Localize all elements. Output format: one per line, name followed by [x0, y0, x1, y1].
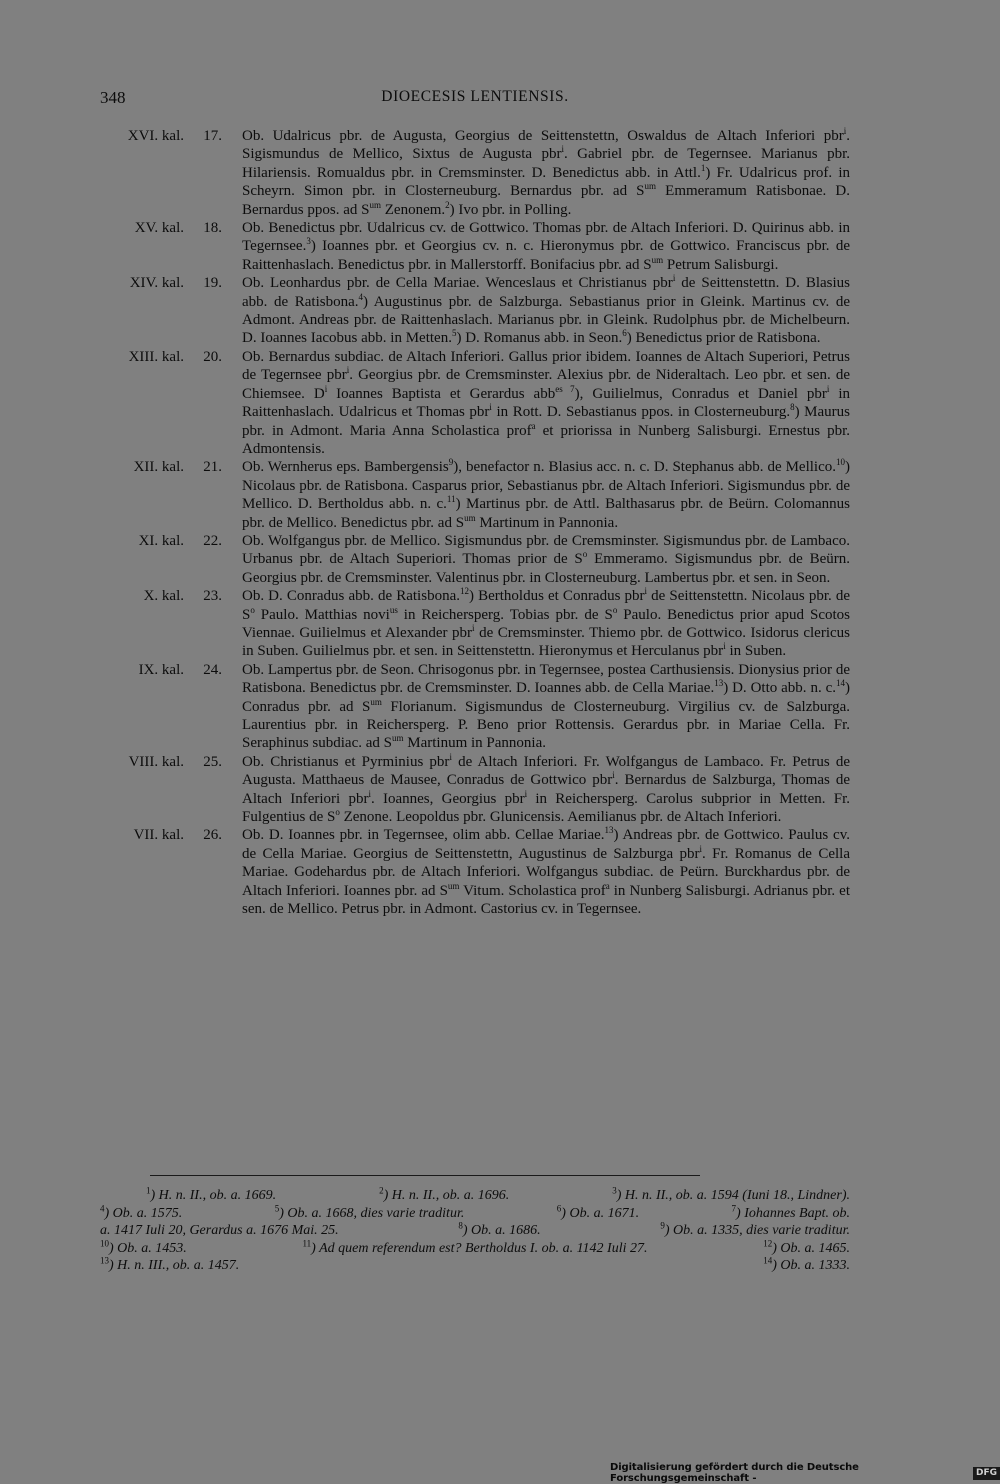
entry-text: Ob. Wernherus eps. Bambergensis$^9$), benefactor n. Blasius acc. n. c. D. Stephanus abb. de Mellico.$^{10}$) Nicolaus pbr. de Ratisbona. Casparus prior, Sebastianus pbr. de Altach Inferiori. Sigismundus pbr. de Mellico. D. Bertholdus abb. n. c.$^{11}$) Martinus pbr. de Attl. Balthasarus pbr. de Beürn. Colomannus pbr. de Mellico. Benedictus pbr. ad $S^{um}$ Martinum in Pannonia.: [242, 457, 850, 531]
entry-day: 20.: [203, 348, 222, 365]
footnote: $^5$) Ob. a. 1668, dies varie traditur.: [274, 1202, 465, 1221]
footnote-line: [100, 1187, 850, 1205]
entry-day: 18.: [203, 220, 222, 237]
calendar-entry: [0, 753, 1000, 827]
footnote: $^2$) H. n. II., ob. a. 1696.: [379, 1185, 510, 1203]
digitization-credit: [610, 1462, 1000, 1484]
calendar-entries: [0, 127, 1000, 918]
footnote: $^9$) Ob. a. 1335, dies varie traditur.: [660, 1220, 850, 1239]
entry-text: Ob. Christianus et Pyrminius pbr$^i$ de Altach Inferiori. Fr. Wolfgangus de Lambaco. Fr. Petrus de Augusta. Matthaeus de Mausee, Conradus de Gottwico pbr$^i$. Bernardus de Salzburga, Thomas de Altach Inferiori pbr$^i$. Ioannes, Georgius pbr$^i$ in Reichersperg. Carolus subprior in Metten. Fr. Fulgentius de $S^o$ Zenone. Leopoldus pbr. Glunicensis. Aemilianus pbr. de Altach Inferiori.: [242, 751, 850, 826]
footnote: a. 1417 Iuli 20, Gerardus a. 1676 Mai. 25.: [100, 1223, 339, 1239]
footnote: $^{11}$) Ad quem referendum est? Bertholdus I. ob. a. 1142 Iuli 27.: [302, 1238, 648, 1256]
footnote: $^{10}$) Ob. a. 1453.: [100, 1238, 187, 1256]
running-title: DIOECESIS LENTIENSIS.: [381, 88, 569, 105]
entry-date: VII. kal.: [133, 827, 184, 844]
entry-day: 19.: [203, 275, 222, 292]
entry-text: Ob. Wolfgangus pbr. de Mellico. Sigismundus pbr. de Cremsminster. Sigismundus pbr. de Lambaco. Urbanus pbr. de Altach Superiori. Thomas prior de $S^o$ Emmeramo. Sigismundus pbr. de Beürn. Georgius pbr. de Cremsminster. Valentinus pbr. in Closterneuburg. Lambertus pbr. et sen. in Seon.: [242, 532, 851, 586]
calendar-entry: [0, 661, 1000, 753]
footnotes: [100, 1187, 850, 1275]
entry-day: 23.: [203, 588, 222, 605]
calendar-entry: [0, 826, 1000, 918]
footnote: $^3$) H. n. II., ob. a. 1594 (Iuni 18., Lindner).: [612, 1185, 850, 1203]
entry-text: Ob. Benedictus pbr. Udalricus cv. de Gottwico. Thomas pbr. de Altach Inferiori. D. Quirinus abb. in Tegernsee.$^3$) Ioannes pbr. et Georgius cv. n. c. Hieronymus pbr. de Gottwico. Franciscus pbr. de Raittenhaslach. Benedictus pbr. in Mallerstorff. Bonifacius pbr. ad $S^{um}$ Petrum Salisburgi.: [242, 220, 850, 273]
footnote-line: [100, 1202, 850, 1223]
entry-date: XIV. kal.: [129, 275, 184, 292]
entry-date: IX. kal.: [138, 661, 184, 678]
entry-text: Ob. Udalricus pbr. de Augusta, Georgius de Seittenstettn, Oswaldus de Altach Inferiori pbr$^i$. Sigismundus de Mellico, Sixtus de Augusta pbr$^i$. Gabriel pbr. de Tegernsee. Marianus pbr. Hilariensis. Romualdus pbr. in Cremsminster. D. Benedictus abb. in Attl.$^1$) Fr. Udalricus prof. in Scheyrn. Simon pbr. in Closterneuburg. Bernardus pbr. ad $S^{um}$ Emmeramum Ratisbonae. D. Bernardus ppos. ad $S^{um}$ Zenonem.$^2$) Ivo pbr. in Polling.: [242, 126, 850, 218]
entry-text: Ob. D. Conradus abb. de Ratisbona.$^{12}$) Bertholdus et Conradus pbr$^i$ de Seittenstettn. Nicolaus pbr. de $S^o$ Paulo. Matthias novi$^{us}$ in Reichersperg. Tobias pbr. de $S^o$ Paulo. Benedictus prior apud Scotos Viennae. Guilielmus et Alexander pbr$^i$ de Cremsminster. Thiemo pbr. de Gottwico. Isidorus clericus in Suben. Guilielmus pbr. et sen. in Seittenstettn. Hieronymus et Herculanus pbr$^i$ in Suben.: [242, 586, 851, 660]
entry-date: XV. kal.: [134, 220, 184, 237]
entry-text: Ob. Leonhardus pbr. de Cella Mariae. Wenceslaus et Christianus pbr$^i$ de Seittenstettn. D. Blasius abb. de Ratisbona.$^4$) Augustinus pbr. de Salzburga. Sebastianus prior in Gleink. Martinus cv. de Admont. Andreas pbr. de Raittenhaslach. Marianus pbr. in Gleink. Rudolphus pbr. de Michelbeurn. D. Ioannes Iacobus abb. in Metten.$^5$) D. Romanus abb. in Seon.$^6$) Benedictus prior de Ratisbona.: [242, 273, 850, 347]
footnote: $^6$) Ob. a. 1671.: [556, 1202, 640, 1221]
footnote: $^{14}$) Ob. a. 1333.: [763, 1255, 850, 1274]
footnote: $^8$) Ob. a. 1686.: [458, 1220, 541, 1239]
calendar-entry: [0, 532, 1000, 587]
dfg-logo: DFG: [973, 1467, 1000, 1480]
entry-date: X. kal.: [143, 588, 184, 605]
footnote-rule: [150, 1175, 700, 1176]
footnote: $^1$) H. n. II., ob. a. 1669.: [146, 1185, 277, 1203]
calendar-entry: [0, 219, 1000, 274]
entry-day: 17.: [203, 128, 222, 144]
entry-text: Ob. Bernardus subdiac. de Altach Inferiori. Gallus prior ibidem. Ioannes de Altach Superiori, Petrus de Tegernsee pbr$^i$. Georgius pbr. de Cremsminster. Alexius pbr. de Nideraltach. Leo pbr. et sen. de Chiemsee. $D^i$ Ioannes Baptista et Gerardus abb$^{es 7}$), Guilielmus, Conradus et Daniel pbr$^i$ in Raittenhaslach. Udalricus et Thomas pbr$^i$ in Rott. D. Sebastianus ppos. in Closterneuburg.$^8$) Maurus pbr. in Admont. Maria Anna Scholastica prof$^a$ et priorissa in Nunberg Salisburgi. Ernestus pbr. Admontensis.: [242, 348, 851, 457]
calendar-entry: [0, 127, 1000, 219]
entry-day: 21.: [203, 459, 222, 476]
entry-text: Ob. Lampertus pbr. de Seon. Chrisogonus pbr. in Tegernsee, postea Carthusiensis. Dionysius prior de Ratisbona. Benedictus pbr. de Cremsminster. D. Ioannes abb. de Cella Mariae.$^{13}$) D. Otto abb. n. c.$^{14}$) Conradus pbr. ad $S^{um}$ Florianum. Sigismundus de Closterneuburg. Virgilius cv. de Salzburga. Laurentius pbr. in Reichersperg. P. Beno prior Rottensis. Gerardus pbr. in Mariae Cella. Fr. Seraphinus subdiac. ad $S^{um}$ Martinum in Pannonia.: [242, 661, 850, 752]
credit-text: Digitalisierung gefördert durch die Deutsche Forschungsgemeinschaft -: [610, 1462, 859, 1484]
calendar-entry: [0, 348, 1000, 458]
footnote: $^4$) Ob. a. 1575.: [100, 1202, 183, 1221]
entry-day: 22.: [203, 532, 222, 549]
entry-date: XIII. kal.: [128, 348, 184, 365]
entry-date: XI. kal.: [138, 532, 184, 549]
entry-day: 26.: [203, 827, 222, 844]
footnote-line: [100, 1257, 850, 1275]
page-number: 348: [100, 88, 126, 107]
entry-date: VIII. kal.: [128, 753, 184, 770]
calendar-entry: [0, 587, 1000, 661]
page-header: [100, 88, 850, 112]
entry-date: XII. kal.: [133, 459, 184, 476]
entry-day: 24.: [203, 661, 222, 678]
footnote-line: [100, 1240, 850, 1258]
footnote: $^7$) Iohannes Bapt. ob.: [731, 1202, 850, 1221]
entry-text: Ob. D. Ioannes pbr. in Tegernsee, olim abb. Cellae Mariae.$^{13}$) Andreas pbr. de Gottwico. Paulus cv. de Cella Mariae. Georgius de Seittenstettn, Augustinus de Salzburga pbr$^i$. Fr. Romanus de Cella Mariae. Godehardus pbr. de Altach Inferiori. Wolfgangus subdiac. de Peürn. Burckhardus pbr. de Altach Inferiori. Ioannes pbr. ad $S^{um}$ Vitum. Scholastica prof$^a$ in Nunberg Salisburgi. Adrianus pbr. et sen. de Mellico. Petrus pbr. in Admont. Castorius cv. in Tegernsee.: [242, 825, 850, 918]
footnote: $^{13}$) H. n. III., ob. a. 1457.: [100, 1255, 240, 1274]
entry-date: XVI. kal.: [127, 128, 184, 144]
calendar-entry: [0, 458, 1000, 532]
calendar-entry: [0, 274, 1000, 348]
footnote: $^{12}$) Ob. a. 1465.: [763, 1238, 850, 1256]
footnote-line: [100, 1222, 850, 1240]
entry-day: 25.: [203, 753, 222, 770]
